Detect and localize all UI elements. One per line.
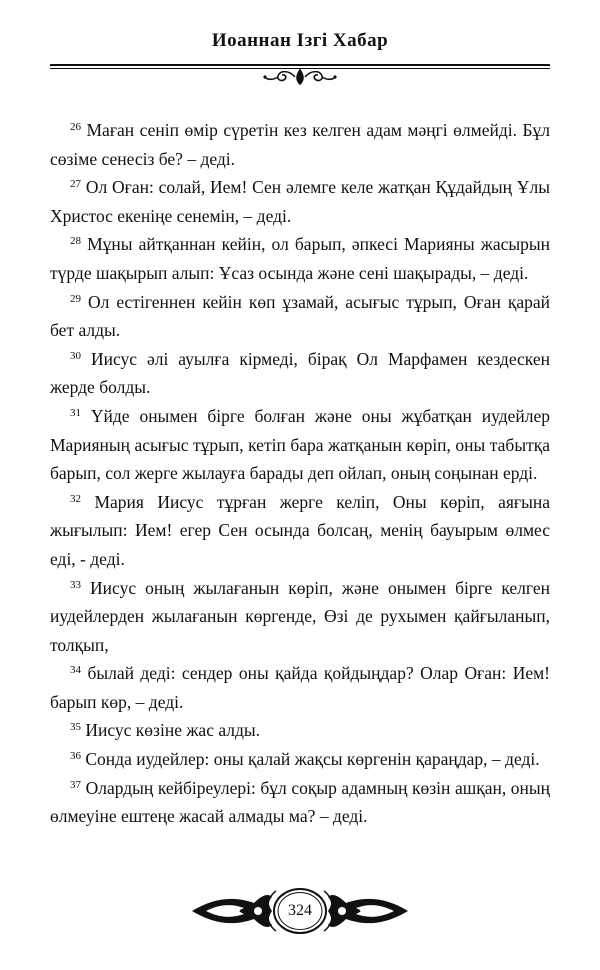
running-header-title: Иоаннан Ізгі Хабар: [211, 30, 389, 51]
verse-text: Мария Иисус тұрған жерге келіп, Оны көріп, аяғына жығылып: Ием! егер Сен осында болсаң, менің бауырым өлмес еді, - деді.: [50, 491, 550, 569]
verse-number: 32: [70, 492, 81, 505]
verse-text: Ол естігеннен кейін көп ұзамай, асығыс тұрып, Оған қарай бет алды.: [50, 291, 551, 341]
ornament-divider-icon: [262, 68, 338, 86]
verse-number: 26: [70, 121, 81, 133]
verse-text: Маған сеніп өмір сүретін кез келген адам мәңгі өлмейді. Бұл сөзіме сенесіз бе? – деді.: [50, 120, 550, 169]
verse-text: былай деді: сендер оны қайда қойдыңдар? Олар Оған: Ием! барып көр, – деді.: [50, 663, 551, 712]
page-number: 324: [288, 902, 312, 919]
page-text-body: [50, 116, 550, 831]
verse-number: 28: [70, 235, 81, 248]
verse-text: Иисус оның жылағанын көріп, және онымен бірге келген иудейлерден жылағанын көргенде, Өзі де рухымен қайғыланып, толқып,: [50, 577, 550, 655]
verse-number: 36: [70, 750, 81, 763]
verse: [50, 173, 550, 230]
verse: [50, 659, 550, 716]
verse-text: Ол Оған: солай, Ием! Сен әлемге келе жатқан Құдайдың Ұлы Христос екеніңе сенемін, – деді.: [50, 177, 550, 226]
verse: [50, 288, 550, 345]
verse-number: 31: [70, 406, 81, 419]
verse: [50, 716, 550, 745]
verse: [50, 116, 550, 173]
verse-text: Үйде онымен бірге болған және оны жұбатқан иудейлер Марияның асығыс тұрып, кетіп бара жатқанын көріп, оны табытқа барып, сол жерге жылауға барады деп ойлап, оның соңынан ерді.: [50, 405, 550, 484]
verse-number: 30: [70, 349, 81, 362]
verse: [50, 574, 550, 660]
verse: [50, 774, 550, 831]
verse-number: 35: [70, 721, 81, 734]
verse-number: 37: [70, 778, 81, 791]
verse: [50, 345, 550, 402]
verse-number: 33: [70, 578, 81, 591]
verse-number: 27: [70, 178, 81, 191]
verse-text: Иисус әлі ауылға кірмеді, бірақ Ол Марфамен кездескен жерде болды.: [50, 348, 551, 398]
header-rule-thick: [50, 64, 550, 66]
verse-text: Иисус көзіне жас алды.: [85, 720, 261, 741]
verse-text: Олардың кейбіреулері: бұл соқыр адамның көзін ашқан, оның өлмеуіне ештеңе жасай алмады ма? – деді.: [50, 777, 551, 827]
verse-text: Сонда иудейлер: оны қалай жақсы көргенін қараңдар, – деді.: [85, 749, 540, 770]
verse: [50, 402, 550, 488]
verse-number: 29: [70, 292, 81, 305]
verse-number: 34: [70, 664, 81, 677]
verse: [50, 230, 550, 287]
verse: [50, 745, 550, 774]
verse-text: Мұны айтқаннан кейін, ол барып, әпкесі Марияны жасырын түрде шақырып алып: Ұсаз осында және сені шақырады, – деді.: [50, 234, 551, 283]
verse: [50, 488, 550, 574]
